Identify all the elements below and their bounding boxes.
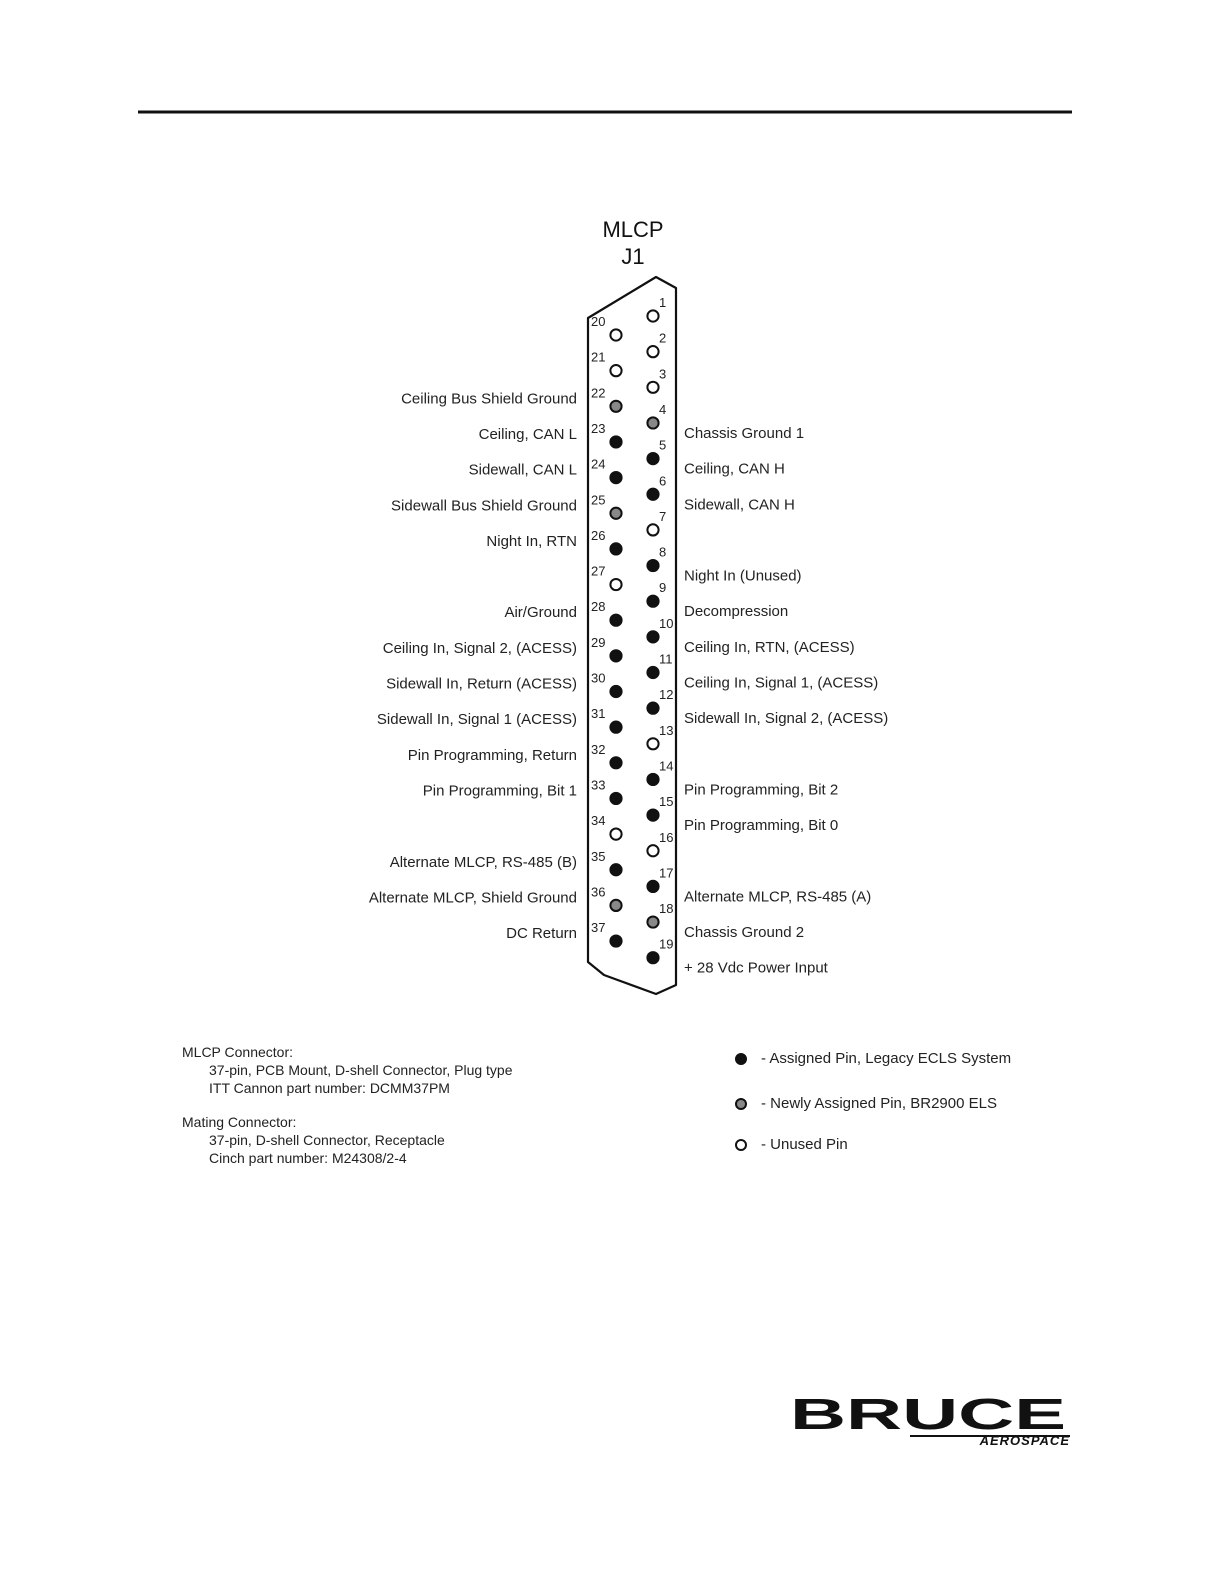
pin-21: [591, 350, 622, 377]
pin-number: 17: [659, 865, 674, 881]
connector-title-line1: MLCP: [602, 217, 664, 242]
pin-26-assigned-icon: [610, 543, 621, 554]
bruce-aerospace-logo: [790, 1395, 1075, 1450]
pin-34: [591, 813, 622, 840]
pin-22-new-icon: [610, 401, 621, 412]
pin-number: 3: [659, 366, 667, 382]
pins-layer: [369, 295, 888, 977]
pin-label: Ceiling Bus Shield Ground: [401, 390, 577, 408]
pin-17-assigned-icon: [647, 881, 658, 892]
pin-16-unused-icon: [647, 845, 658, 856]
mating-connector-line1: 37-pin, D-shell Connector, Receptacle: [209, 1132, 445, 1148]
pin-number: 34: [591, 813, 606, 829]
pin-11-assigned-icon: [647, 667, 658, 678]
pin-6: [647, 473, 794, 513]
pin-9: [647, 580, 788, 620]
pin-number: 1: [659, 295, 667, 310]
unused-pin-icon: [735, 1139, 747, 1151]
pin-34-unused-icon: [610, 829, 621, 840]
pin-7-unused-icon: [647, 524, 658, 535]
pin-label: Ceiling In, RTN, (ACESS): [684, 638, 855, 656]
pin-1: [647, 295, 666, 322]
mlcp-connector-heading: MLCP Connector:: [182, 1044, 294, 1060]
pin-2: [647, 331, 666, 358]
pin-30: [386, 671, 622, 698]
pin-14-assigned-icon: [647, 774, 658, 785]
pin-number: 8: [659, 544, 667, 560]
pin-number: 26: [591, 527, 606, 543]
pin-32-assigned-icon: [610, 757, 621, 768]
pin-label: Decompression: [684, 603, 789, 621]
mating-connector-line2: Cinch part number: M24308/2-4: [209, 1150, 407, 1166]
pin-37: [506, 920, 621, 947]
pin-8: [647, 545, 801, 585]
legend-unused: [735, 1136, 848, 1153]
pin-35-assigned-icon: [610, 864, 621, 875]
pin-16: [647, 830, 673, 857]
pin-3-unused-icon: [647, 382, 658, 393]
pin-number: 9: [659, 580, 667, 596]
pin-36: [369, 884, 622, 911]
pin-label: Sidewall In, Signal 2, (ACESS): [684, 710, 889, 728]
pin-37-assigned-icon: [610, 935, 621, 946]
pin-5: [647, 438, 784, 478]
pin-number: 33: [591, 777, 606, 793]
pin-number: 13: [659, 722, 674, 738]
pin-35: [390, 849, 622, 876]
pin-15-assigned-icon: [647, 810, 658, 821]
pin-number: 16: [659, 829, 674, 845]
pin-number: 35: [591, 848, 606, 864]
mlcp-connector-line2: ITT Cannon part number: DCMM37PM: [209, 1080, 450, 1096]
connector-title-line2: J1: [621, 244, 645, 269]
mating-connector-heading: Mating Connector:: [182, 1114, 297, 1130]
pin-number: 25: [591, 492, 606, 508]
mlcp-connector-line1: 37-pin, PCB Mount, D-shell Connector, Plug type: [209, 1062, 513, 1078]
pin-17: [647, 865, 871, 905]
pin-label: + 28 Vdc Power Input: [684, 959, 828, 977]
pin-number: 31: [591, 706, 606, 722]
pin-19: [647, 937, 828, 977]
pin-number: 24: [591, 456, 606, 472]
pin-label: Sidewall Bus Shield Ground: [391, 497, 577, 515]
pin-31: [377, 706, 622, 733]
pin-label: Pin Programming, Bit 0: [684, 817, 839, 835]
pin-number: 22: [591, 385, 606, 401]
pin-12: [647, 687, 888, 727]
pin-28: [504, 599, 621, 626]
pin-label: Night In, RTN: [486, 532, 577, 550]
pin-31-assigned-icon: [610, 722, 621, 733]
pin-number: 15: [659, 794, 674, 810]
pin-number: 18: [659, 901, 674, 917]
pin-36-new-icon: [610, 900, 621, 911]
pin-label: Sidewall In, Return (ACESS): [386, 675, 577, 693]
pin-4-new-icon: [647, 417, 658, 428]
pin-11: [647, 652, 878, 692]
pin-8-assigned-icon: [647, 560, 658, 571]
pin-label: Pin Programming, Return: [407, 746, 577, 764]
pin-20-unused-icon: [610, 329, 621, 340]
pin-30-assigned-icon: [610, 686, 621, 697]
pin-12-assigned-icon: [647, 703, 658, 714]
pin-label: Alternate MLCP, Shield Ground: [368, 889, 577, 907]
pin-label: Air/Ground: [504, 604, 577, 622]
pin-23-assigned-icon: [610, 436, 621, 447]
mating-connector-notes: [182, 1113, 445, 1167]
pin-number: 32: [591, 741, 606, 757]
pin-number: 12: [659, 687, 674, 703]
pin-4: [647, 402, 804, 442]
pin-label: Pin Programming, Bit 2: [684, 781, 839, 799]
pin-number: 23: [591, 420, 606, 436]
pin-28-assigned-icon: [610, 615, 621, 626]
legend-new: [735, 1095, 997, 1112]
pin-18: [647, 901, 804, 941]
assigned-pin-icon: [735, 1053, 747, 1065]
pin-label: Ceiling, CAN H: [684, 460, 785, 478]
pin-number: 7: [659, 508, 667, 524]
pin-29: [383, 635, 622, 662]
pin-1-unused-icon: [647, 310, 658, 321]
pin-label: Alternate MLCP, RS-485 (A): [684, 888, 872, 906]
pin-number: 5: [659, 437, 667, 453]
pin-10: [647, 616, 854, 656]
pin-label: Ceiling In, Signal 2, (ACESS): [382, 639, 577, 657]
pin-2-unused-icon: [647, 346, 658, 357]
logo-wordmark: BRUCE: [790, 1395, 1066, 1439]
pin-number: 28: [591, 599, 606, 615]
pin-number: 2: [659, 330, 667, 346]
pin-number: 19: [659, 936, 674, 952]
pin-26: [486, 528, 621, 555]
pin-label: Ceiling In, Signal 1, (ACESS): [684, 674, 879, 692]
pin-13-unused-icon: [647, 738, 658, 749]
pin-number: 11: [659, 651, 673, 667]
pin-27-unused-icon: [610, 579, 621, 590]
pin-20: [591, 314, 622, 341]
logo-subtitle: AEROSPACE: [979, 1433, 1070, 1448]
pin-label: Pin Programming, Bit 1: [422, 782, 577, 800]
pin-number: 30: [591, 670, 606, 686]
pin-9-assigned-icon: [647, 596, 658, 607]
pin-24-assigned-icon: [610, 472, 621, 483]
pin-3: [647, 366, 666, 393]
legend-assigned-label: - Assigned Pin, Legacy ECLS System: [761, 1050, 1012, 1067]
pin-number: 36: [591, 884, 606, 900]
pin-number: 21: [591, 349, 606, 365]
pin-label: Ceiling, CAN L: [478, 425, 577, 443]
pin-6-assigned-icon: [647, 489, 658, 500]
legend-new-label: - Newly Assigned Pin, BR2900 ELS: [761, 1095, 997, 1112]
new-pin-icon: [735, 1098, 747, 1110]
pin-5-assigned-icon: [647, 453, 658, 464]
pin-29-assigned-icon: [610, 650, 621, 661]
pin-label: DC Return: [506, 925, 577, 943]
pin-label: Sidewall In, Signal 1 (ACESS): [376, 711, 577, 729]
pin-number: 29: [591, 634, 606, 650]
pin-32: [408, 742, 622, 769]
pin-7: [647, 509, 666, 536]
pin-label: Chassis Ground 1: [684, 424, 805, 442]
pin-19-assigned-icon: [647, 952, 658, 963]
pin-27: [591, 564, 622, 591]
pin-18-new-icon: [647, 916, 658, 927]
legend-unused-label: - Unused Pin: [761, 1136, 848, 1153]
pin-23: [479, 421, 622, 448]
pin-number: 20: [591, 314, 606, 329]
pin-33-assigned-icon: [610, 793, 621, 804]
pin-13: [647, 723, 673, 750]
pin-21-unused-icon: [610, 365, 621, 376]
pin-number: 14: [659, 758, 674, 774]
pin-33: [423, 777, 622, 804]
pin-label: Sidewall, CAN H: [684, 496, 795, 514]
pin-number: 10: [659, 615, 674, 631]
pin-label: Chassis Ground 2: [684, 924, 805, 942]
pin-25-new-icon: [610, 508, 621, 519]
pin-24: [469, 457, 622, 484]
pin-number: 27: [591, 563, 606, 579]
pin-10-assigned-icon: [647, 631, 658, 642]
pin-label: Alternate MLCP, RS-485 (B): [389, 853, 577, 871]
pin-label: Night In (Unused): [684, 567, 802, 585]
pin-number: 4: [659, 401, 667, 417]
pin-number: 6: [659, 473, 667, 489]
legend-assigned: [735, 1050, 1011, 1067]
mlcp-connector-notes: [182, 1043, 513, 1097]
pin-label: Sidewall, CAN L: [468, 461, 577, 479]
pin-number: 37: [591, 920, 606, 936]
